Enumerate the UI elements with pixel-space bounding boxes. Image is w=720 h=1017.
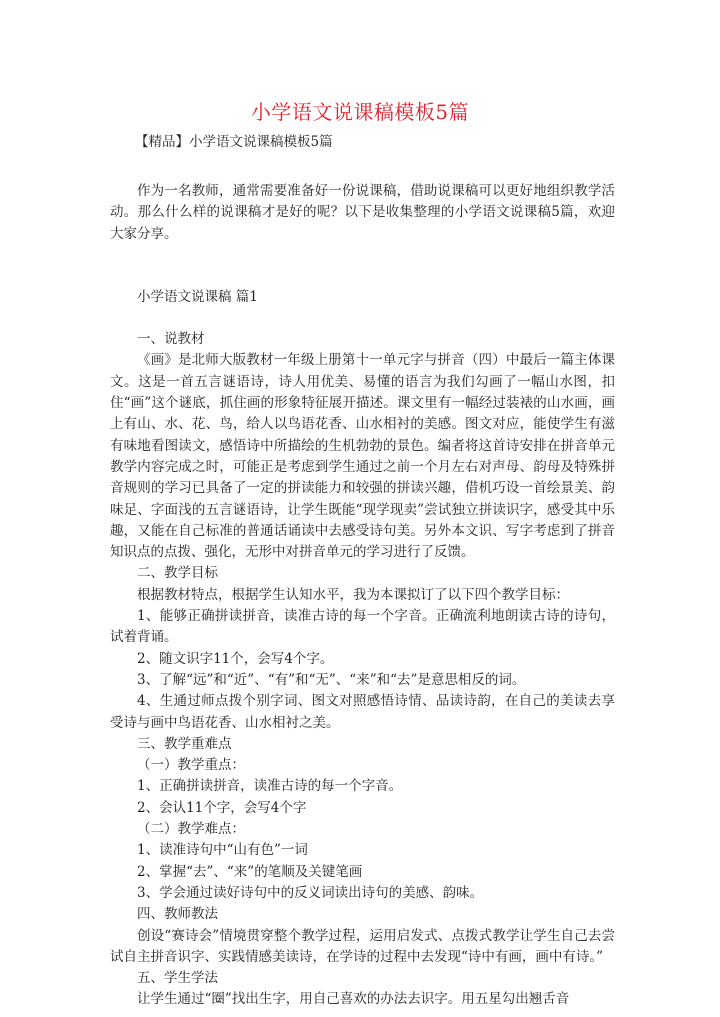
spacer: [110, 308, 615, 329]
paragraph-learning-method: 让学生通过“圈”找出生字，用自己喜欢的办法去识字。用五星勾出翘舌音: [137, 991, 570, 1008]
goal-item: 2、随文识字11个，会写4个字。: [137, 650, 334, 667]
paragraph-textbook: 《画》是北师大版教材一年级上册第十一单元字与拼音（四）中最后一篇主体课文。这是一首五言谜语诗，诗人用优美、易懂的语言为我们勾画了一幅山水图，扣住“画”这个谜底，抓住画的形象特征展开描述。课文里有一幅经过装裱的山水画，画上有山、水、花、鸟，给人以鸟语花香、山水相衬的美感。图文对应，能使学生有滋有味地看图读文，感悟诗中所描绘的生机勃勃的景色。编者将这首诗安排在拼音单元教学内容完成之时，可能正是考虑到学生通过之前一个月左右对声母、韵母及特殊拼音规则的学习已具备了一定的拼读能力和较强的拼读兴趣，借机巧设一首绘景美、韵味足、字面浅的五言谜语诗，让学生既能“现学现卖”尝试独立拼读识字，感受其中乐趣，又能在自己标准的普通话诵读中去感受诗句美。另外本文识、写字考虑到了拼音知识点的点拨、强化，无形中对拼音单元的学习进行了反馈。: [110, 352, 615, 561]
intro-paragraph: 作为一名教师，通常需要准备好一份说课稿，借助说课稿可以更好地组织教学活动。那么什么样的说课稿才是好的呢？以下是收集整理的小学语文说课稿5篇，欢迎大家分享。: [110, 183, 615, 242]
heading-textbook: 一、说教材: [137, 331, 205, 348]
goal-item: 4、生通过师点拨个别字词、图文对照感悟诗情、品读诗韵，在自己的美读去享受诗与画中鸟语花香、山水相衬之美。: [110, 693, 615, 731]
paragraph-teaching-method: 创设“赛诗会”情境贯穿整个教学过程，运用启发式、点拨式教学让学生自己去尝试自主拼音识字、实践情感美读诗，在学诗的过程中去发现“诗中有画，画中有诗。”: [110, 927, 615, 965]
paragraph-goals-intro: 根据教材特点，根据学生认知水平，我为本课拟订了以下四个教学目标：: [137, 586, 569, 603]
difficulty-item: 2、掌握“去”、“来”的笔顺及关键笔画: [137, 863, 363, 880]
document-subtitle: 【精品】小学语文说课稿模板5篇: [135, 134, 333, 150]
difficulty-item: 3、学会通过读好诗句中的反义词读出诗句的美感、韵味。: [137, 884, 484, 901]
spacer: [110, 266, 615, 287]
heading-teaching-method: 四、教师教法: [137, 906, 218, 923]
document-body: [110, 160, 615, 1011]
subheading-focus: （一）教学重点：: [137, 757, 245, 774]
difficulty-item: 1、读准诗句中“山有色”一词: [137, 842, 308, 859]
section-title: 小学语文说课稿 篇1: [137, 288, 258, 305]
heading-learning-method: 五、学生学法: [137, 970, 218, 987]
focus-item: 1、正确拼读拼音，读准古诗的每一个字音。: [137, 778, 403, 795]
document-title: 小学语文说课稿模板5篇: [250, 100, 470, 124]
subheading-difficulty: （二）教学难点：: [137, 821, 245, 838]
heading-goals: 二、教学目标: [137, 565, 218, 582]
goal-item: 1、能够正确拼读拼音，读准古诗的每一个字音。正确流利地朗读古诗的诗句，试着背诵。: [110, 608, 615, 646]
focus-item: 2、会认11个字，会写4个字: [137, 799, 307, 816]
spacer: [110, 245, 615, 266]
goal-item: 3、了解“远”和“近”、“有”和“无”、“来”和“去”是意思相反的词。: [137, 671, 526, 688]
spacer: [110, 160, 615, 181]
heading-key-points: 三、教学重难点: [137, 735, 232, 752]
